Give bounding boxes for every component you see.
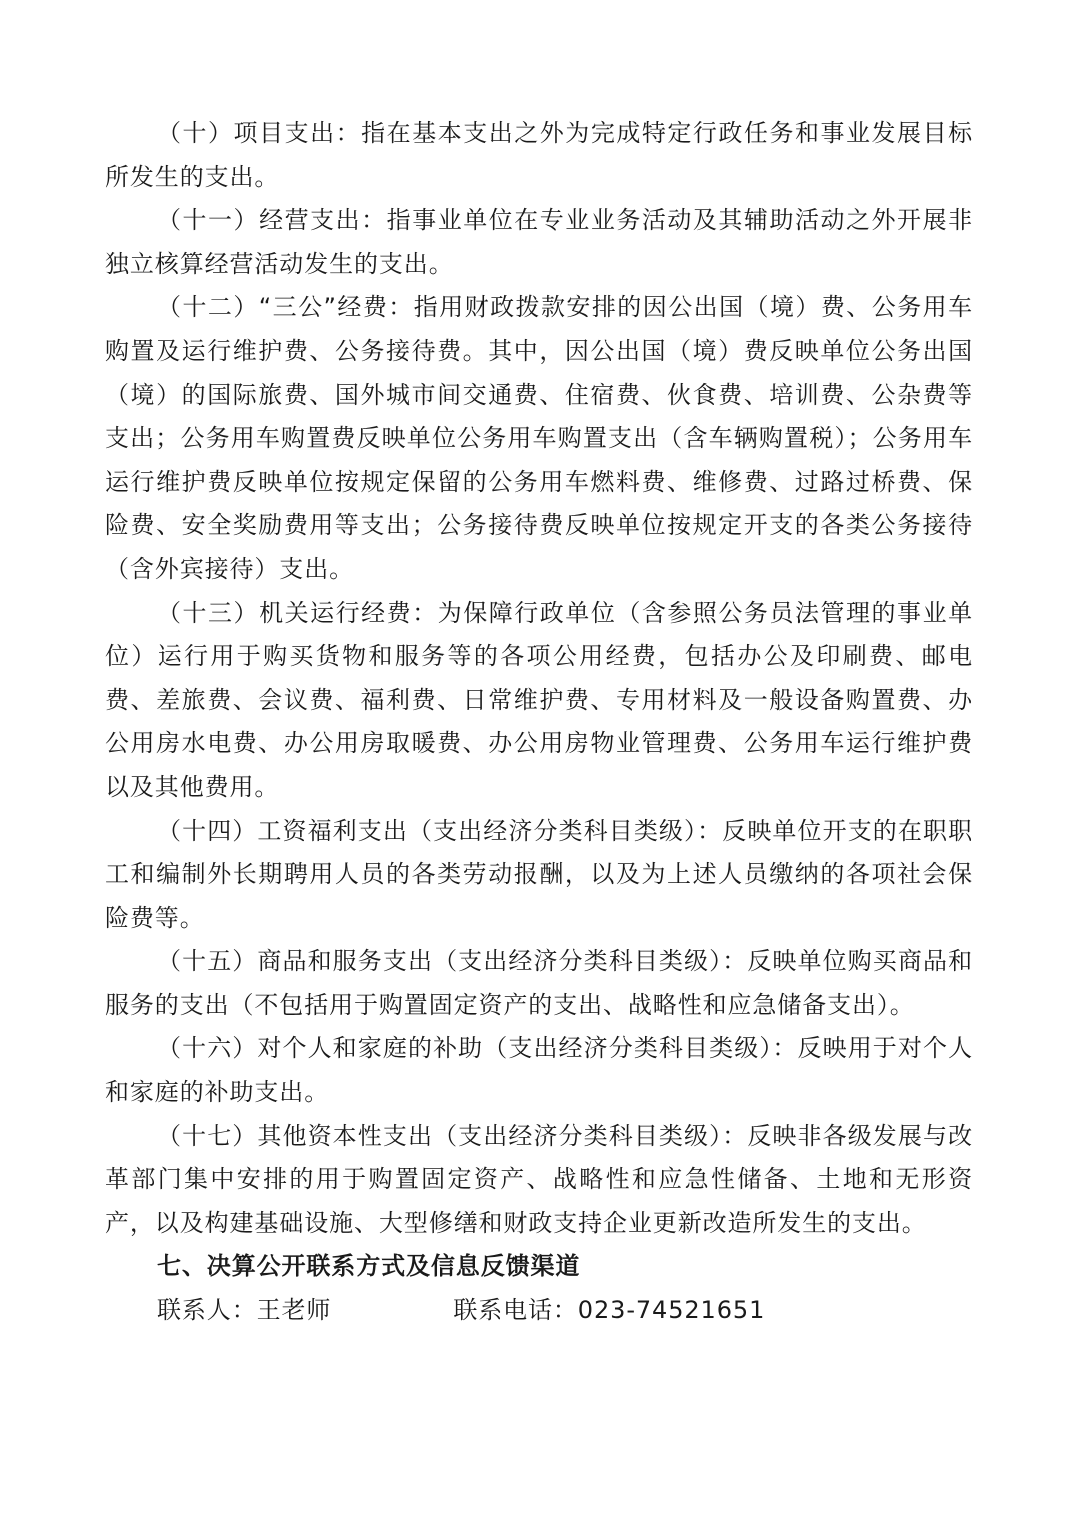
paragraph-agency-operating-funds: （十三）机关运行经费：为保障行政单位（含参照公务员法管理的事业单位）运行用于购买货物和服务等的各项公用经费，包括办公及印刷费、邮电费、差旅费、会议费、福利费、日常维护费、专用材料及一般设备购置费、办公用房水电费、办公用房取暖费、办公用房物业管理费、公务用车运行维护费以及其他费用。 [105, 598, 973, 801]
paragraph-three-public-expenses: （十二）“三公”经费：指用财政拨款安排的因公出国（境）费、公务用车购置及运行维护费、公务接待费。其中，因公出国（境）费反映单位公务出国（境）的国际旅费、国外城市间交通费、住宿费、伙食费、培训费、公杂费等支出；公务用车购置费反映单位公务用车购置支出（含车辆购置税）；公务用车运行维护费反映单位按规定保留的公务用车燃料费、维修费、过路过桥费、保险费、安全奖励费用等支出；公务接待费反映单位按规定开支的各类公务接待（含外宾接待）支出。 [105, 293, 973, 583]
contact-phone: 联系电话：023-74521651 [453, 1296, 766, 1325]
contact-line [105, 1289, 973, 1333]
paragraph-goods-services-expenditure: （十五）商品和服务支出（支出经济分类科目类级）：反映单位购买商品和服务的支出（不包括用于购置固定资产的支出、战略性和应急储备支出）。 [105, 947, 973, 1019]
paragraph-other-capital-expenditure: （十七）其他资本性支出（支出经济分类科目类级）：反映非各级发展与改革部门集中安排的用于购置固定资产、战略性和应急性储备、土地和无形资产，以及构建基础设施、大型修缮和财政支持企业更新改造所发生的支出。 [105, 1121, 973, 1237]
document-body [105, 112, 973, 1333]
section-heading-contact: 七、决算公开联系方式及信息反馈渠道 [157, 1252, 581, 1281]
paragraph-operating-expenditure: （十一）经营支出：指事业单位在专业业务活动及其辅助活动之外开展非独立核算经营活动发生的支出。 [105, 206, 973, 278]
paragraph-household-subsidy: （十六）对个人和家庭的补助（支出经济分类科目类级）：反映用于对个人和家庭的补助支出。 [105, 1034, 973, 1107]
contact-person: 联系人：王老师 [157, 1296, 332, 1325]
paragraph-wage-welfare-expenditure: （十四）工资福利支出（支出经济分类科目类级）：反映单位开支的在职职工和编制外长期聘用人员的各类劳动报酬，以及为上述人员缴纳的各项社会保险费等。 [105, 816, 973, 932]
paragraph-project-expenditure: （十）项目支出：指在基本支出之外为完成特定行政任务和事业发展目标所发生的支出。 [105, 119, 973, 191]
